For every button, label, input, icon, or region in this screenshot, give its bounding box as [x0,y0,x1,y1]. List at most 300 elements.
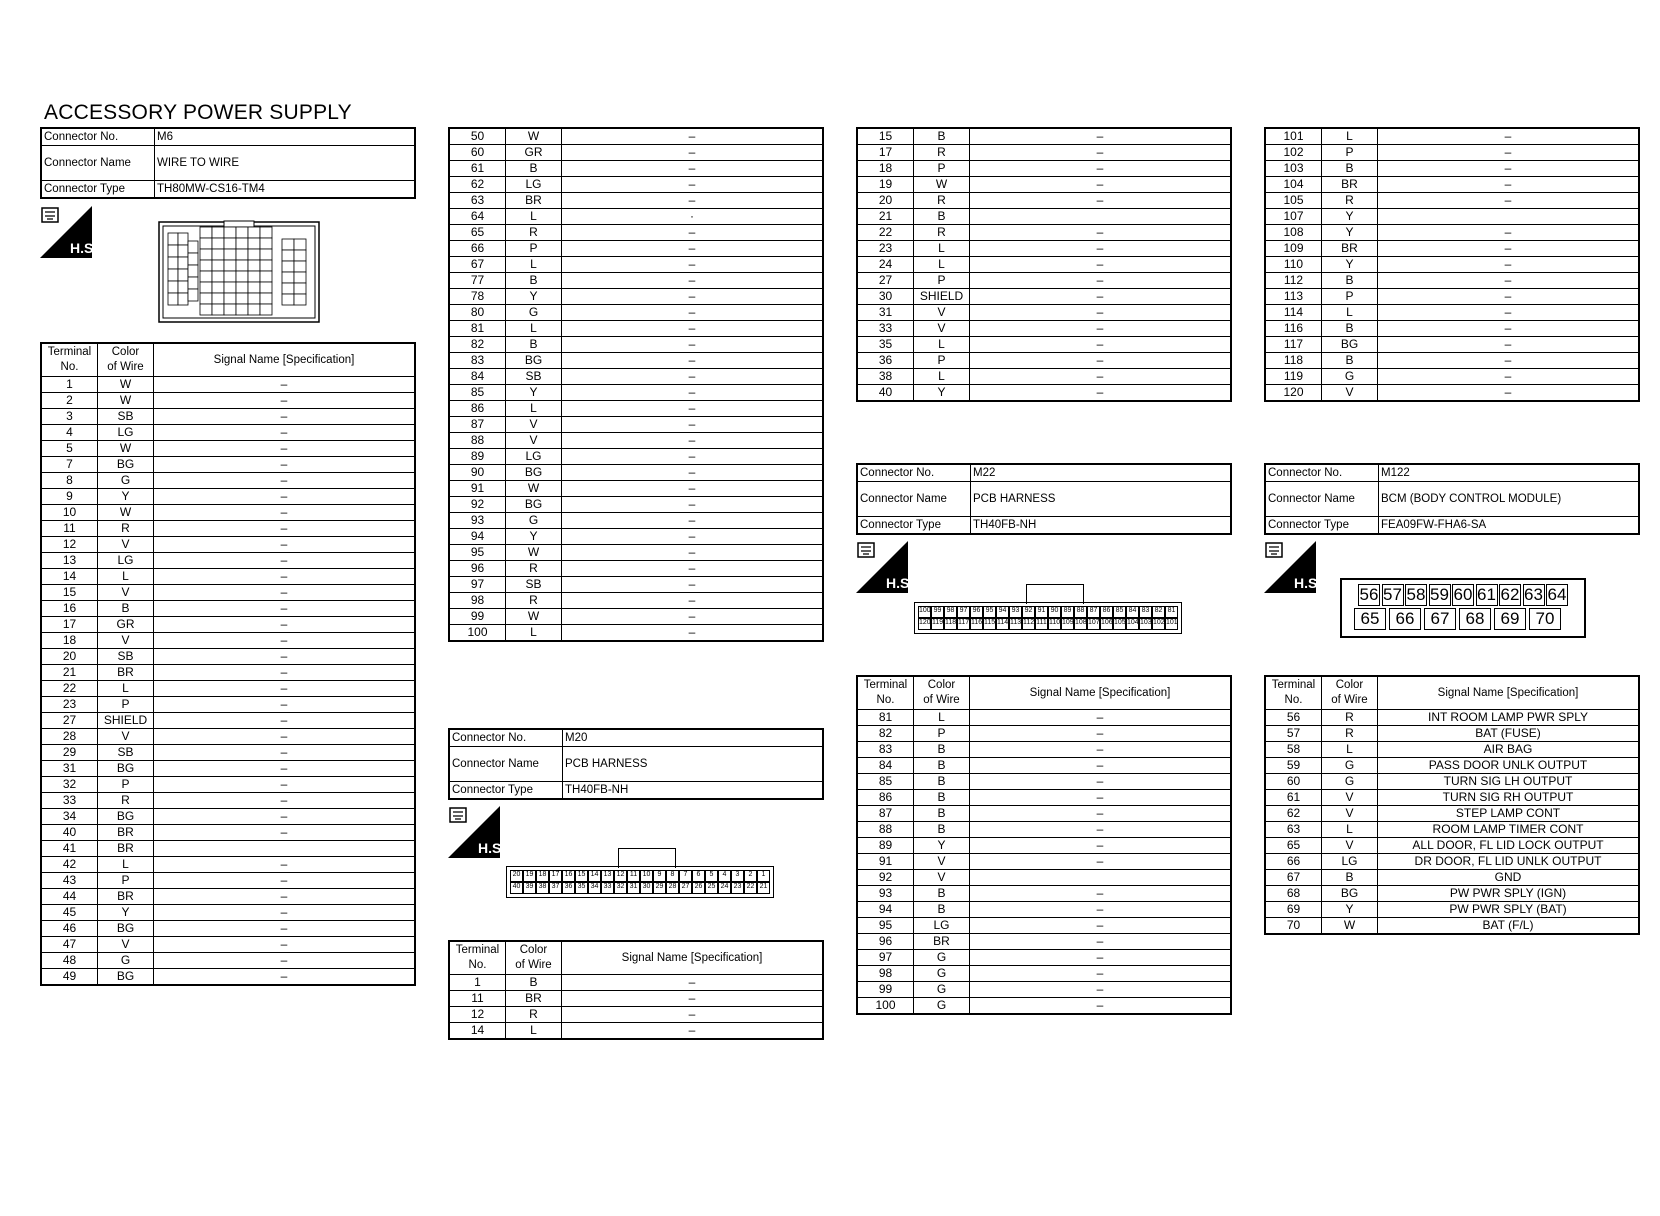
pin-cell [224,227,236,238]
pin-cell: 25 [705,882,718,894]
signal-name-cell: – [562,321,824,337]
terminal-no-cell: 28 [41,729,98,745]
signal-name-cell: – [154,745,416,761]
signal-name-header: Signal Name [Specification] [562,941,824,975]
wire-color-cell: W [506,609,562,625]
m122-connector-no: M122 [1379,464,1640,482]
signal-name-cell: – [562,128,824,145]
pin-cell [282,250,294,261]
pin-cell [224,260,236,271]
pin-cell: 12 [614,870,627,882]
wire-color-cell: BR [98,889,154,905]
pin-cell: 15 [575,870,588,882]
terminal-no-cell: 12 [449,1007,506,1023]
connector-type-label: Connector Type [857,517,971,535]
wire-color-cell: P [1322,145,1378,161]
pin-cell: 60 [1453,585,1473,604]
m22-connector-name: PCB HARNESS [971,482,1232,517]
table-row [449,161,823,177]
signal-name-cell: – [154,601,416,617]
terminal-no-cell: 29 [41,745,98,761]
pin-cell [260,282,272,293]
pin-cell: 30 [640,882,653,894]
signal-name-cell: – [154,473,416,489]
table-row [41,489,415,505]
signal-name-cell: – [154,713,416,729]
signal-name-cell: – [970,966,1232,982]
m20-connector-name: PCB HARNESS [563,747,824,782]
wire-color-cell: LG [98,553,154,569]
connector-name-label: Connector Name [857,482,971,517]
signal-name-cell: – [154,873,416,889]
hs-label: H.S. [478,840,506,856]
signal-name-cell: – [970,758,1232,774]
signal-name-cell: – [154,457,416,473]
signal-name-cell: TURN SIG RH OUTPUT [1378,790,1640,806]
table-row [449,513,823,529]
wire-color-cell: P [914,353,970,369]
pin-cell: 39 [523,882,536,894]
wire-color-cell: B [98,601,154,617]
wire-color-cell: B [1322,273,1378,289]
signal-name-cell: – [1378,353,1640,369]
connector-latch [618,848,676,868]
terminal-no-cell: 2 [41,393,98,409]
connector-name-label: Connector Name [1265,482,1379,517]
m20-terminal-table [448,940,824,1040]
wire-color-cell: LG [506,449,562,465]
pin-cell [224,249,236,260]
pin-cell: 59 [1430,585,1449,604]
m6-terminal-table [40,342,416,986]
terminal-no-cell: 99 [857,982,914,998]
terminal-no-cell: 61 [1265,790,1322,806]
wire-color-cell: R [506,561,562,577]
terminal-no-cell: 99 [449,609,506,625]
wire-color-cell: V [1322,838,1378,854]
wire-color-cell: SB [506,369,562,385]
terminal-no-cell: 67 [1265,870,1322,886]
table-row [1265,273,1639,289]
signal-name-cell: – [562,241,824,257]
terminal-no-cell: 96 [449,561,506,577]
terminal-no-cell: 63 [1265,822,1322,838]
table-row [857,918,1231,934]
signal-name-cell: – [970,934,1232,950]
signal-name-cell: – [970,982,1232,998]
signal-name-cell: – [1378,385,1640,402]
table-row [449,337,823,353]
terminal-no-cell: 18 [857,161,914,177]
terminal-no-cell: 20 [41,649,98,665]
pin-cell [212,271,224,282]
signal-name-cell: PW PWR SPLY (IGN) [1378,886,1640,902]
signal-name-cell: – [970,998,1232,1015]
table-row [1265,353,1639,369]
pin-cell [212,238,224,249]
wire-color-cell: G [506,305,562,321]
pin-cell [260,293,272,304]
signal-name-cell: – [154,969,416,986]
terminal-no-cell: 105 [1265,193,1322,209]
table-row [1265,128,1639,145]
signal-name-cell: AIR BAG [1378,742,1640,758]
table-row [857,289,1231,305]
terminal-no-cell: 33 [41,793,98,809]
table-row [857,790,1231,806]
terminal-no-cell: 18 [41,633,98,649]
terminal-no-cell: 19 [857,177,914,193]
terminal-no-cell: 110 [1265,257,1322,273]
pin-cell: 111 [1035,618,1048,630]
pin-cell [248,282,260,293]
pin-cell [236,227,248,238]
wire-color-cell: B [914,758,970,774]
signal-name-cell [154,841,416,857]
pin-cell: 31 [627,882,640,894]
signal-name-cell: BAT (FUSE) [1378,726,1640,742]
wire-color-cell: SHIELD [914,289,970,305]
wire-color-cell: G [98,473,154,489]
table-row [449,273,823,289]
pin-cell: 6 [692,870,705,882]
pin-cell [212,304,224,315]
pin-cell: 18 [536,870,549,882]
terminal-no-header: Terminal No. [857,676,914,710]
pin-cell: 118 [944,618,957,630]
pin-cell: 21 [757,882,770,894]
wire-color-cell: P [1322,289,1378,305]
table-row [857,305,1231,321]
wire-color-cell: P [914,726,970,742]
pin-cell: 1 [757,870,770,882]
terminal-no-cell: 100 [857,998,914,1015]
terminal-no-cell: 81 [449,321,506,337]
table-row [1265,790,1639,806]
table-row [41,761,415,777]
terminal-no-cell: 62 [1265,806,1322,822]
signal-name-cell: – [562,1007,824,1023]
terminal-no-cell: 61 [449,161,506,177]
signal-name-cell: – [562,1023,824,1040]
pin-cell [168,257,178,269]
wire-color-cell: L [506,209,562,225]
pin-cell: 104 [1126,618,1139,630]
hs-harness-side-icon [856,541,914,593]
wire-color-cell: L [506,401,562,417]
pin-cell [200,293,212,304]
table-row [449,529,823,545]
terminal-no-cell: 65 [449,225,506,241]
wire-color-cell: B [1322,321,1378,337]
wire-color-cell: B [914,902,970,918]
color-of-wire-header: Color of Wire [914,676,970,710]
table-row [41,377,415,393]
table-row [41,425,415,441]
table-row [449,353,823,369]
table-row [1265,870,1639,886]
table-row [857,886,1231,902]
pin-cell: 61 [1477,585,1496,604]
pin-cell: 22 [744,882,757,894]
terminal-no-cell: 22 [41,681,98,697]
table-row [1265,257,1639,273]
signal-name-cell: – [562,545,824,561]
terminal-no-cell: 16 [41,601,98,617]
table-row [449,369,823,385]
table-row [1265,241,1639,257]
signal-name-cell: PASS DOOR UNLK OUTPUT [1378,758,1640,774]
pin-cell: 14 [588,870,601,882]
pin-cell [224,238,236,249]
terminal-no-cell: 91 [857,854,914,870]
signal-name-cell: – [970,918,1232,934]
table-row [857,273,1231,289]
terminal-no-cell: 85 [449,385,506,401]
m122-connector-type: FEA09FW-FHA6-SA [1379,517,1640,535]
pin-cell [282,239,294,250]
wire-color-cell: V [914,854,970,870]
connector-no-label: Connector No. [857,464,971,482]
terminal-no-cell: 41 [41,841,98,857]
wire-color-cell: B [506,273,562,289]
signal-name-cell: – [562,257,824,273]
pin-cell [178,269,188,281]
table-row [857,966,1231,982]
m122-connector-face-diagram [1340,578,1586,638]
table-row [857,934,1231,950]
m22-terminal-table-continued [1264,127,1640,402]
pin-cell: 20 [510,870,523,882]
wire-color-cell: L [914,710,970,726]
pin-cell: 92 [1022,606,1035,618]
terminal-no-cell: 98 [449,593,506,609]
signal-name-cell: – [562,289,824,305]
pin-cell: 58 [1406,585,1426,604]
table-row [41,889,415,905]
signal-name-cell: – [154,633,416,649]
signal-name-cell: PW PWR SPLY (BAT) [1378,902,1640,918]
signal-name-cell: – [970,128,1232,145]
wire-color-cell: BG [1322,337,1378,353]
pin-cell [178,233,188,245]
wire-color-cell: BG [98,921,154,937]
terminal-no-cell: 87 [857,806,914,822]
terminal-no-cell: 40 [857,385,914,402]
table-row [857,950,1231,966]
pin-cell [212,227,224,238]
pin-cell [236,304,248,315]
signal-name-cell: – [562,401,824,417]
m122-connector-name: BCM (BODY CONTROL MODULE) [1379,482,1640,517]
connector-latch [1026,584,1084,604]
table-row [1265,854,1639,870]
pin-cell [294,294,306,305]
wire-color-cell: V [1322,385,1378,402]
wire-color-cell: V [506,417,562,433]
table-row [449,609,823,625]
wire-color-cell: Y [506,385,562,401]
table-row [41,505,415,521]
pin-cell: 11 [627,870,640,882]
pin-cell [282,272,294,283]
table-row [1265,193,1639,209]
wire-color-cell: SB [98,745,154,761]
wire-color-cell: SB [98,409,154,425]
signal-name-cell: – [154,617,416,633]
table-row [41,953,415,969]
wire-color-cell: B [914,822,970,838]
table-row [1265,161,1639,177]
pin-cell [260,249,272,260]
terminal-no-cell: 59 [1265,758,1322,774]
signal-name-cell: – [562,177,824,193]
pin-cell: 108 [1074,618,1087,630]
signal-name-cell: – [970,145,1232,161]
wire-color-cell: B [1322,870,1378,886]
table-row [1265,145,1639,161]
signal-name-cell: – [1378,289,1640,305]
terminal-no-cell: 9 [41,489,98,505]
table-row [857,369,1231,385]
pin-cell [200,249,212,260]
terminal-no-cell: 93 [449,513,506,529]
terminal-no-cell: 98 [857,966,914,982]
terminal-no-cell: 108 [1265,225,1322,241]
pin-cell [212,293,224,304]
terminal-no-cell: 100 [449,625,506,642]
pin-cell [188,253,198,265]
table-row [41,713,415,729]
pin-cell [188,265,198,277]
pin-cell [248,249,260,260]
terminal-no-cell: 49 [41,969,98,986]
pin-cell: 81 [1165,606,1178,618]
signal-name-cell [1378,209,1640,225]
connector-no-label: Connector No. [41,128,155,146]
pin-cell: 84 [1126,606,1139,618]
wire-color-cell: Y [914,385,970,402]
table-row [449,177,823,193]
signal-name-cell: – [154,537,416,553]
wire-color-cell: Y [98,489,154,505]
signal-name-cell: – [970,710,1232,726]
color-of-wire-header: Color of Wire [98,343,154,377]
pin-cell: 101 [1165,618,1178,630]
pin-cell: 38 [536,882,549,894]
wire-color-cell: BR [506,991,562,1007]
pin-cell [260,227,272,238]
wire-color-cell: V [914,870,970,886]
terminal-no-cell: 85 [857,774,914,790]
terminal-no-header: Terminal No. [449,941,506,975]
terminal-no-cell: 83 [449,353,506,369]
wire-color-cell: B [1322,161,1378,177]
table-row [857,385,1231,402]
table-row [857,902,1231,918]
terminal-no-header: Terminal No. [1265,676,1322,710]
pin-cell [178,281,188,293]
signal-name-cell: · [562,209,824,225]
signal-name-cell: – [154,553,416,569]
pin-cell: 57 [1383,585,1402,604]
signal-name-cell: – [1378,177,1640,193]
table-row [857,209,1231,225]
pin-cell [236,282,248,293]
wire-color-cell: LG [506,177,562,193]
terminal-no-cell: 112 [1265,273,1322,289]
table-row [857,854,1231,870]
terminal-no-cell: 4 [41,425,98,441]
wire-color-cell: R [914,193,970,209]
signal-name-cell: – [970,902,1232,918]
signal-name-cell: – [562,513,824,529]
terminal-no-cell: 90 [449,465,506,481]
table-row [857,982,1231,998]
terminal-no-cell: 31 [41,761,98,777]
table-row [1265,177,1639,193]
terminal-no-cell: 35 [857,337,914,353]
wire-color-cell: P [506,241,562,257]
wire-color-cell: B [506,161,562,177]
m20-connector-info [448,728,824,800]
signal-name-cell: ROOM LAMP TIMER CONT [1378,822,1640,838]
m20-connector-no: M20 [563,729,824,747]
signal-name-cell: – [562,385,824,401]
table-row [41,393,415,409]
table-row [449,1023,823,1040]
wire-color-cell: Y [1322,257,1378,273]
pin-cell [168,281,178,293]
pin-cell: 110 [1048,618,1061,630]
wire-color-cell: BG [98,761,154,777]
terminal-no-cell: 102 [1265,145,1322,161]
terminal-no-cell: 57 [1265,726,1322,742]
signal-name-cell: – [562,609,824,625]
terminal-no-cell: 104 [1265,177,1322,193]
m122-terminal-table [1264,675,1640,935]
pin-cell: 99 [931,606,944,618]
pin-cell: 86 [1100,606,1113,618]
signal-name-cell: – [970,854,1232,870]
signal-name-cell: DR DOOR, FL LID UNLK OUTPUT [1378,854,1640,870]
connector-type-label: Connector Type [449,782,563,800]
wire-color-cell: L [1322,742,1378,758]
table-row [41,745,415,761]
signal-name-cell: – [1378,257,1640,273]
terminal-no-cell: 45 [41,905,98,921]
signal-name-cell: – [562,305,824,321]
pin-cell [260,304,272,315]
signal-name-cell: – [154,409,416,425]
pin-cell [200,260,212,271]
table-row [857,758,1231,774]
wire-color-cell: B [506,975,562,991]
terminal-no-cell: 97 [449,577,506,593]
wire-color-cell: L [1322,822,1378,838]
table-row [449,241,823,257]
pin-cell: 115 [983,618,996,630]
signal-name-cell: – [970,886,1232,902]
pin-cell [168,233,178,245]
pin-cell: 37 [549,882,562,894]
table-row [857,806,1231,822]
wire-color-cell: SHIELD [98,713,154,729]
table-row [41,729,415,745]
pin-cell [224,282,236,293]
pin-cell: 117 [957,618,970,630]
signal-name-cell: – [154,905,416,921]
